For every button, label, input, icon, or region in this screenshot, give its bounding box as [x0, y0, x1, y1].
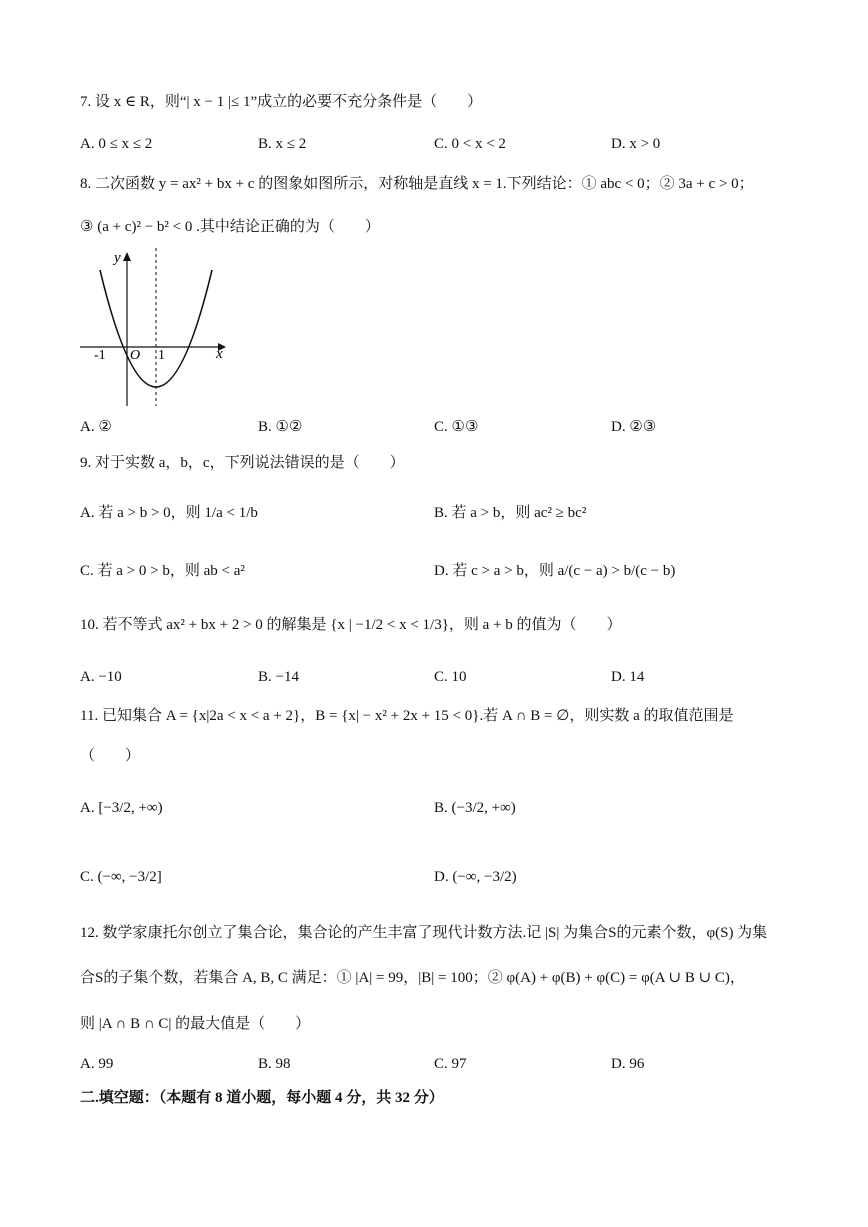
- q8-option-d: D. ②③: [611, 419, 657, 435]
- q8-stem-line2: ③ (a + c)² − b² < 0 .其中结论正确的为（ ）: [80, 219, 380, 235]
- tick-1-label: 1: [158, 348, 165, 363]
- q10-stem: 10. 若不等式 ax² + bx + 2 > 0 的解集是 {x | −1/2 < x < 1/3}，则 a + b 的值为（ ）: [80, 617, 622, 633]
- q9-option-d: D. 若 c > a > b，则 a/(c − a) > b/(c − b): [434, 563, 676, 579]
- q9-option-a: A. 若 a > b > 0，则 1/a < 1/b: [80, 505, 258, 521]
- q8-option-c: C. ①③: [434, 419, 479, 435]
- q12-stem-line1: 12. 数学家康托尔创立了集合论，集合论的产生丰富了现代计数方法.记 |S| 为集合S的元素个数，φ(S) 为集: [80, 925, 768, 941]
- q12-stem-line3: 则 |A ∩ B ∩ C| 的最大值是（ ）: [80, 1016, 311, 1032]
- q8-stem-line1: 8. 二次函数 y = ax² + bx + c 的图象如图所示，对称轴是直线 x = 1.下列结论：① abc < 0；② 3a + c > 0；: [80, 176, 754, 192]
- q12-option-b: B. 98: [258, 1056, 291, 1072]
- q11-option-d: D. (−∞, −3/2): [434, 869, 517, 885]
- q10-option-d: D. 14: [611, 669, 645, 685]
- q12-option-a: A. 99: [80, 1056, 114, 1072]
- q10-option-a: A. −10: [80, 669, 122, 685]
- section-2-heading: 二.填空题：（本题有 8 道小题，每小题 4 分，共 32 分）: [80, 1090, 444, 1106]
- q7-stem: 7. 设 x ∈ R，则“| x − 1 |≤ 1”成立的必要不充分条件是（ ）: [80, 94, 483, 110]
- q7-option-a: A. 0 ≤ x ≤ 2: [80, 136, 153, 152]
- q8-option-a: A. ②: [80, 419, 112, 435]
- q11-option-a: A. [−3/2, +∞): [80, 800, 163, 816]
- y-axis-label: y: [114, 250, 121, 266]
- parabola-graph: [78, 246, 238, 410]
- q11-stem-line2: （ ）: [80, 748, 141, 764]
- origin-label: O: [130, 348, 141, 363]
- q9-stem: 9. 对于实数 a，b，c，下列说法错误的是（ ）: [80, 455, 405, 471]
- q10-option-b: B. −14: [258, 669, 299, 685]
- q7-option-c: C. 0 < x < 2: [434, 136, 506, 152]
- q9-option-c: C. 若 a > 0 > b，则 ab < a²: [80, 563, 245, 579]
- q11-option-c: C. (−∞, −3/2]: [80, 869, 162, 885]
- q7-option-b: B. x ≤ 2: [258, 136, 307, 152]
- q9-option-b: B. 若 a > b，则 ac² ≥ bc²: [434, 505, 587, 521]
- q12-option-c: C. 97: [434, 1056, 467, 1072]
- q12-option-d: D. 96: [611, 1056, 645, 1072]
- q11-stem-line1: 11. 已知集合 A = {x|2a < x < a + 2}，B = {x| − x² + 2x + 15 < 0}.若 A ∩ B = ∅，则实数 a 的取值范围是: [80, 708, 734, 724]
- x-axis-label: x: [216, 346, 223, 362]
- q11-option-b: B. (−3/2, +∞): [434, 800, 516, 816]
- q12-stem-line2: 合S的子集个数，若集合 A, B, C 满足：① |A| = 99，|B| = 100；② φ(A) + φ(B) + φ(C) = φ(A ∪ B ∪ C)，: [80, 970, 745, 986]
- q7-option-d: D. x > 0: [611, 136, 661, 152]
- q10-option-c: C. 10: [434, 669, 467, 685]
- q8-option-b: B. ①②: [258, 419, 303, 435]
- tick-neg1-label: -1: [94, 348, 106, 363]
